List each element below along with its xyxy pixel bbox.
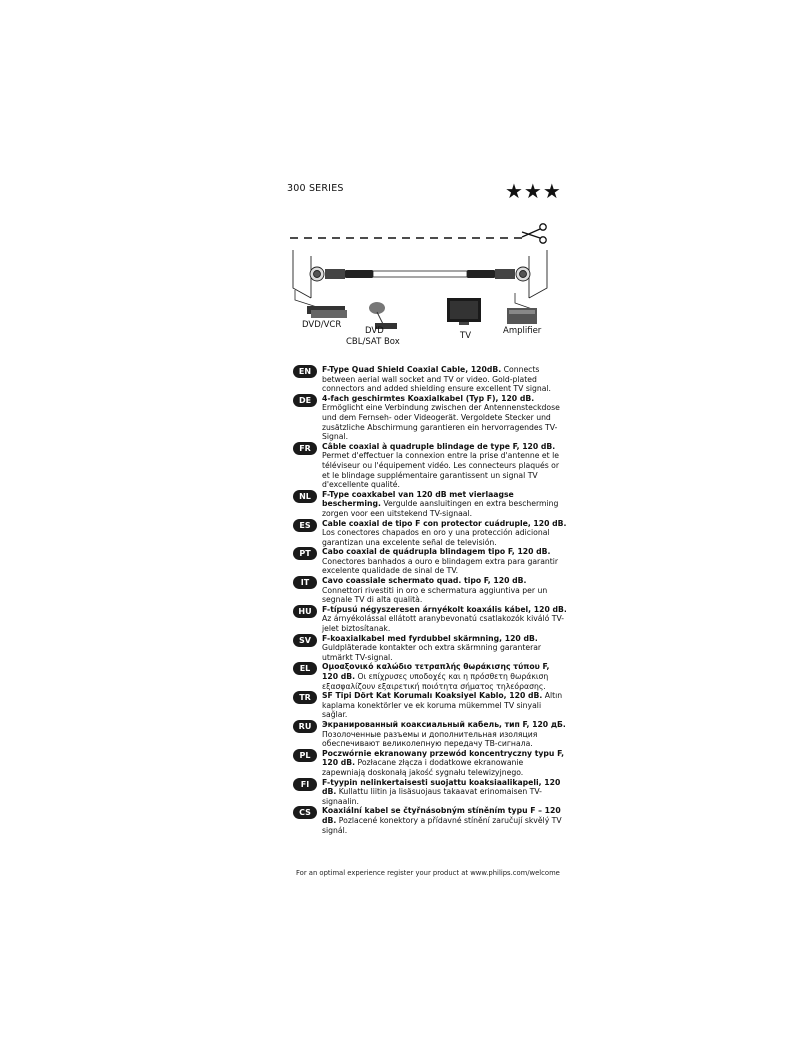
- language-badge: EL: [293, 662, 317, 675]
- entry-body: Los conectores chapados en oro y una protección adicional garantizan una excelente señal de televisión.: [322, 528, 550, 547]
- language-badge: PT: [293, 547, 317, 560]
- language-entry-nl: [293, 490, 568, 519]
- entry-body: Ermöglicht eine Verbindung zwischen der Antennensteckdose und dem Fernseh- oder Videogerät. Vergoldete Stecker und zusätzliche Abschirmung garantieren ein hervorragendes TV-Signal.: [322, 403, 560, 442]
- language-badge: CS: [293, 806, 317, 819]
- language-badge: DE: [293, 394, 317, 407]
- language-badge: FR: [293, 442, 317, 455]
- language-badge: TR: [293, 691, 317, 704]
- entry-title: Cavo coassiale schermato quad. tipo F, 120 dB.: [322, 576, 527, 586]
- entry-title: F-Type Quad Shield Coaxial Cable, 120dB.: [322, 365, 502, 374]
- entry-body: Οι επίχρυσες υποδοχές και η πρόσθετη θωράκιση εξασφαλίζουν εξαιρετική ποιότητα σήματος τηλεόρασης.: [322, 672, 549, 691]
- coaxial-cable: [325, 269, 515, 279]
- wall-socket-left: [293, 250, 324, 298]
- entry-body: Az árnyékolással ellátott aranybevonatú csatlakozók kiváló TV-jelet biztosítanak.: [322, 614, 565, 634]
- language-entry-hu: [293, 605, 568, 634]
- entry-body: Guldpläterade kontakter och extra skärmning garanterar utmärkt TV-signal.: [322, 643, 542, 662]
- rating-stars-icon: ★★★: [505, 179, 562, 203]
- language-badge: EN: [293, 365, 317, 378]
- language-entry-fr: [293, 442, 568, 490]
- entry-title: 4-fach geschirmtes Koaxialkabel (Typ F), 120 dB.: [322, 393, 535, 403]
- amplifier-device: [507, 308, 537, 324]
- entry-title: F-Type coaxkabel van 120 dB met vierlaagse bescherming.: [322, 489, 514, 509]
- series-title: 300 SERIES: [287, 183, 344, 194]
- entry-title: Cable coaxial de tipo F con protector cuádruple, 120 dB.: [322, 518, 567, 528]
- entry-title: Ομοαξονικό καλώδιο τετραπλής θωράκισης τύπου F, 120 dB.: [322, 662, 550, 681]
- entry-body: Connects between aerial wall socket and TV or video. Gold-plated connectors and added shielding ensure excellent TV signal.: [322, 365, 551, 394]
- label-tv: TV: [460, 331, 472, 341]
- language-entry-de: [293, 394, 568, 442]
- entry-title: Экранированный коаксиальный кабель, тип F, 120 дБ.: [322, 719, 566, 729]
- scissors-icon: [522, 224, 546, 243]
- language-badge: HU: [293, 605, 317, 618]
- language-entry-ru: [293, 720, 568, 749]
- entry-body: Pozlacené konektory a přídavné stínění zaručují skvělý TV signál.: [322, 815, 562, 835]
- language-entry-pt: [293, 547, 568, 576]
- language-badge: RU: [293, 720, 317, 733]
- cut-line: [290, 218, 550, 246]
- entry-body: Vergulde aansluitingen en extra bescherming zorgen voor een uitstekend TV-signaal.: [322, 499, 559, 518]
- language-entry-tr: [293, 691, 568, 720]
- entry-title: Koaxiální kabel se čtyřnásobným stíněním typu F – 120 dB.: [322, 806, 561, 825]
- language-entry-it: [293, 576, 568, 605]
- language-badge: PL: [293, 749, 317, 762]
- language-entry-en: [293, 365, 568, 394]
- entry-body: Pozłacane złącza i dodatkowe ekranowanie zapewniają doskonałą jakość sygnału telewizyjnego.: [322, 758, 524, 777]
- language-entry-fi: [293, 778, 568, 807]
- entry-title: F-típusú négyszeresen árnyékolt koaxális kábel, 120 dB.: [322, 604, 567, 614]
- entry-body: Kullattu liitin ja lisäsuojaus takaavat erinomaisen TV-signaalin.: [322, 787, 542, 806]
- language-descriptions: [293, 365, 568, 835]
- connection-illustration: [285, 248, 555, 353]
- dvd-vcr-device: [307, 306, 347, 318]
- entry-title: F-tyypin nelinkertaisesti suojattu koaksiaalikapeli, 120 dB.: [322, 777, 561, 797]
- tv-device: [447, 298, 481, 325]
- language-badge: FI: [293, 778, 317, 791]
- language-badge: NL: [293, 490, 317, 503]
- language-entry-sv: [293, 634, 568, 663]
- entry-title: SF Tipi Dört Kat Korumalı Koaksiyel Kablo, 120 dB.: [322, 691, 543, 701]
- entry-title: Câble coaxial à quadruple blindage de type F, 120 dB.: [322, 441, 556, 451]
- entry-body: Altın kaplama konektörler ve ek koruma mükemmel TV sinyali sağlar.: [322, 691, 563, 720]
- language-entry-cs: [293, 806, 568, 835]
- label-amplifier: Amplifier: [503, 326, 542, 336]
- language-entry-el: [293, 662, 568, 691]
- language-entry-pl: [293, 749, 568, 778]
- label-dvd: DVD: [365, 326, 384, 336]
- label-cbl-sat-box: CBL/SAT Box: [346, 337, 400, 347]
- entry-title: Cabo coaxial de quádrupla blindagem tipo F, 120 dB.: [322, 547, 551, 557]
- wall-socket-right: [516, 250, 547, 298]
- satellite-dish-icon: [369, 302, 385, 324]
- language-badge: IT: [293, 576, 317, 589]
- entry-title: F-koaxialkabel med fyrdubbel skärmning, 120 dB.: [322, 633, 538, 643]
- label-dvd-vcr: DVD/VCR: [302, 320, 342, 330]
- entry-body: Conectores banhados a ouro e blindagem extra para garantir excelente qualidade de sinal de TV.: [322, 556, 559, 576]
- entry-body: Connettori rivestiti in oro e schermatura aggiuntiva per un segnale TV di alta qualità.: [322, 585, 548, 605]
- language-badge: ES: [293, 519, 317, 532]
- footer-text: For an optimal experience register your product at www.philips.com/welcome: [296, 869, 560, 877]
- language-badge: SV: [293, 634, 317, 647]
- entry-title: Poczwórnie ekranowany przewód koncentryczny typu F, 120 dB.: [322, 748, 565, 768]
- language-entry-es: [293, 519, 568, 548]
- entry-body: Позолоченные разъемы и дополнительная изоляция обеспечивают великолепную передачу ТВ-сигнала.: [322, 729, 538, 749]
- entry-body: Permet d'effectuer la connexion entre la prise d'antenne et le téléviseur ou l'équipement vidéo. Les connecteurs plaqués or et le blindage supplémentaire garantissent un signal TV d'excellente qualité.: [322, 451, 560, 490]
